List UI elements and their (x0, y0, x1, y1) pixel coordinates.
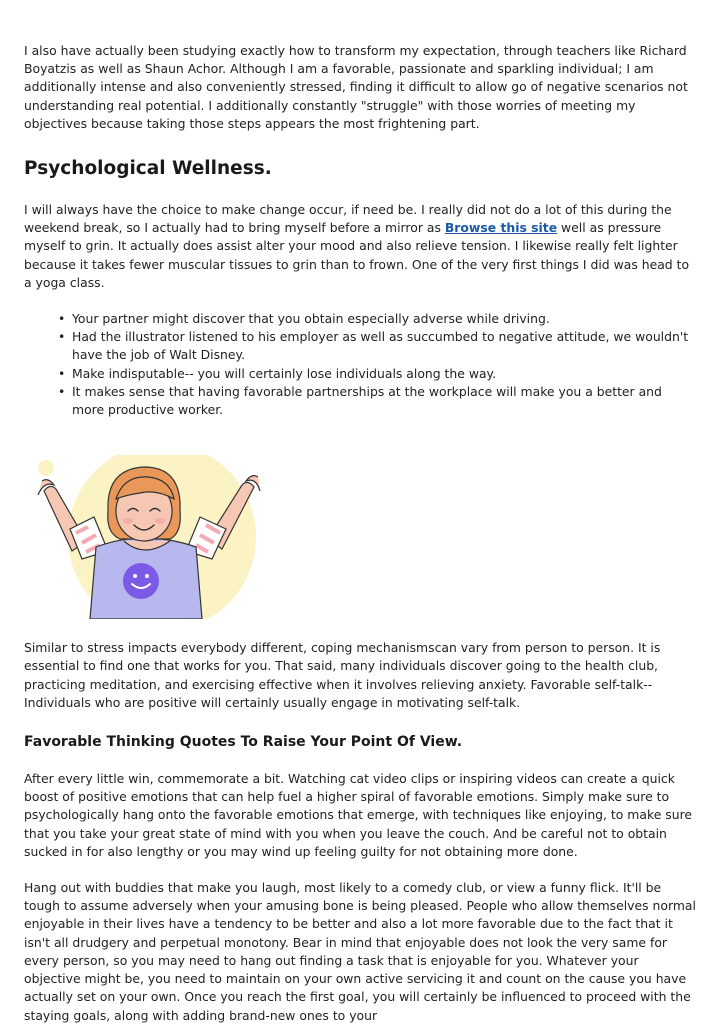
heading-psychological-wellness: Psychological Wellness. (24, 158, 272, 180)
small-sun-dot (38, 460, 54, 476)
paragraph-hang-out: Hang out with buddies that make you laugh, most likely to a comedy club, or view a funny flick. It'll be tough to assume adversely when your amusing bone is being pleased. People who allow themselves normal enjoyable in their lives have a tendency to be better and also a lot more favorable due to the fact that it isn't all drudgery and perpetual monotony. Bear in mind that enjoyable does not look the very same for every person, so you may need to hang out finding a task that is enjoyable for you. Whatever your objective might be, you need to maintain on your own active servicing it and count on the cause you have actually set on your own. Once you reach the first goal, you will certainly be influenced to proceed with the staying goals, along with adding brand-new ones to your (24, 880, 696, 1023)
list-item: • Make indisputable-- you will certainly lose individuals along the way. (56, 365, 696, 383)
illustration-container (24, 455, 696, 619)
article (24, 42, 696, 1025)
list-item: • Your partner might discover that you obtain especially adverse while driving. (56, 310, 696, 328)
paragraph-coping: Similar to stress impacts everybody different, coping mechanismscan vary from person to person. It is essential to find one that works for you. That said, many individuals discover going to the health club, practicing meditation, and exercising effective when it involves relieving anxiety. Favorable self-talk-- Individuals who are positive will certainly usually engage in motivating self-talk. (24, 640, 661, 710)
list-item: • Had the illustrator listened to his employer as well as succumbed to negative attitude, we wouldn't have the job of Walt Disney. (56, 328, 696, 364)
smiling-woman-arms-raised-illustration (24, 455, 268, 619)
browse-this-site-link[interactable]: Browse this site (444, 220, 558, 236)
paragraph-change-text-start: I will always have the choice to make change occur, if need be. I really did not do a lot of this during the weekend break, so I actually had to bring myself before a mirror as (24, 202, 672, 236)
paragraph-change (24, 201, 696, 292)
paragraph-small-win: After every little win, commemorate a bit. Watching cat video clips or inspiring videos can create a quick boost of positive emotions that can help fuel a higher spiral of favorable emotions. Simply make sure to psychologically hang onto the favorable emotions that emerge, with techniques like enjoying, to make sure that you take your great state of mind with you when you leave the couch. And be careful not to obtain sucked in for also lengthy or you may wind up feeling guilty for not obtaining more done. (24, 771, 693, 859)
list-item: • It makes sense that having favorable partnerships at the workplace will make you a better and more productive worker. (56, 383, 696, 419)
bullet-list (24, 310, 696, 419)
heading-favorable-thinking-quotes: Favorable Thinking Quotes To Raise Your Point Of View. (24, 734, 463, 751)
smiley-badge (123, 563, 159, 599)
paragraph-intro: I also have actually been studying exactly how to transform my expectation, through teachers like Richard Boyatzis as well as Shaun Achor. Although I am a favorable, passionate and sparkling individual; I am additionally intense and also conveniently stressed, finding it difficult to allow go of negative scenarios not understanding real potential. I additionally constantly "struggle" with those worries of meeting my objectives because taking those steps appears the most frightening part. (24, 43, 688, 131)
paragraph-change-text-end: well as pressure myself to grin. It actually does assist alter your mood and also relieve tension. I likewise really felt lighter because it takes fewer muscular tissues to grin than to frown. One of the very first things I did was head to a yoga class. (24, 220, 690, 290)
